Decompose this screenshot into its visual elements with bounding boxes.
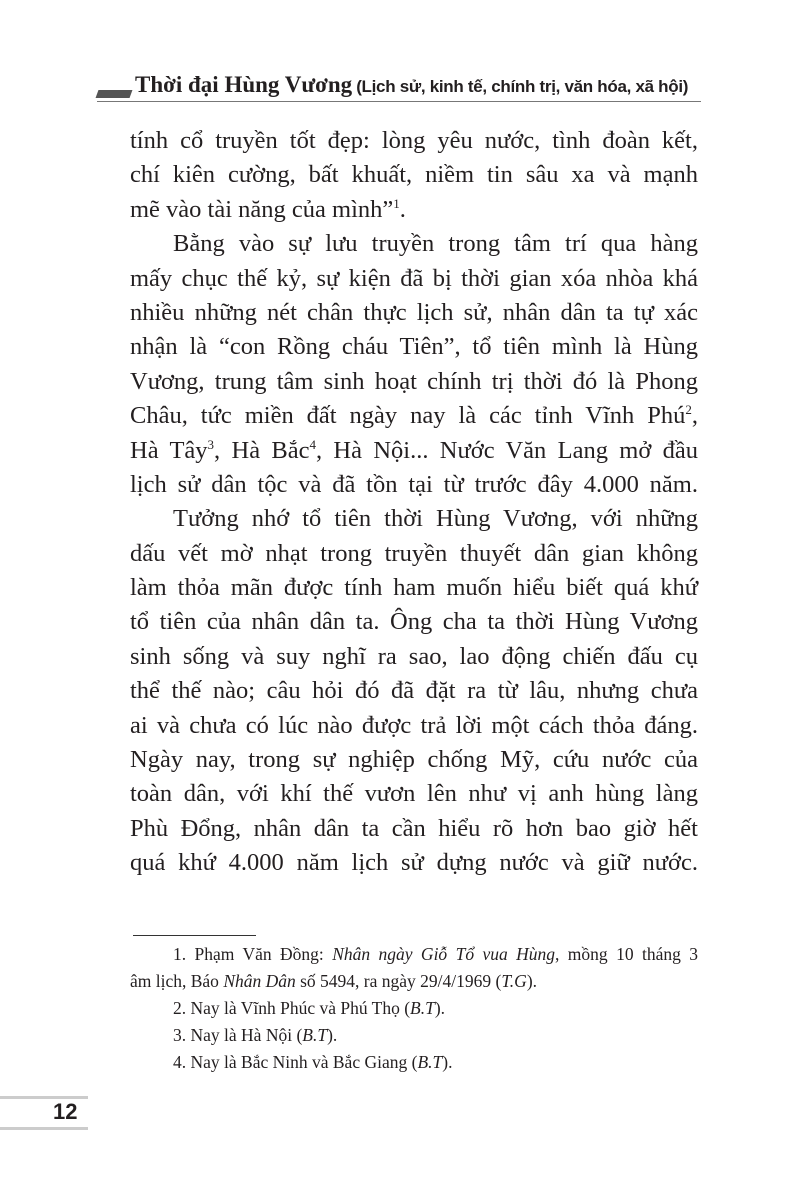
text-segment: dấu vết mờ nhạt trong truyền thuyết dân gian không xyxy=(130,539,698,567)
text-segment: âm lịch, Báo xyxy=(130,971,224,991)
text-line xyxy=(130,399,698,433)
text-segment: tổ tiên của nhân dân ta. Ông cha ta thời Hùng Vương xyxy=(130,608,698,636)
text-segment: thể thế nào; câu hỏi đó đã đặt ra từ lâu, nhưng chưa xyxy=(130,677,698,705)
text-segment: , mồng 10 tháng 3 xyxy=(555,944,699,964)
text-segment: làm thỏa mãn được tính ham muốn hiểu biết quá khứ xyxy=(130,574,698,602)
footnote-line xyxy=(130,1049,698,1076)
text-segment: nhiều những nét chân thực lịch sử, nhân dân ta tự xác xyxy=(130,298,698,326)
header-title xyxy=(135,72,688,98)
text-line xyxy=(130,193,698,227)
text-segment: Châu, tức miền đất ngày nay là các tỉnh Vĩnh Phú xyxy=(130,402,686,430)
text-segment: lịch sử dân tộc và đã tồn tại từ trước đây 4.000 năm. xyxy=(130,470,698,498)
text-line xyxy=(130,709,698,743)
text-line xyxy=(130,296,698,330)
text-segment: ). xyxy=(526,971,538,991)
text-segment: , Hà Nội... Nước Văn Lang mở đầu xyxy=(315,436,698,464)
text-segment: , xyxy=(691,402,698,430)
footnote-separator xyxy=(133,935,256,936)
text-segment: số 5494, ra ngày 29/4/1969 ( xyxy=(295,971,502,991)
text-line xyxy=(130,227,698,261)
text-segment: ai và chưa có lúc nào được trả lời một cách thỏa đáng. xyxy=(130,711,698,739)
text-line xyxy=(130,330,698,364)
text-segment: toàn dân, với khí thế vươn lên như vị anh hùng làng xyxy=(130,780,698,808)
footnote-line xyxy=(130,995,698,1022)
text-line xyxy=(130,812,698,846)
text-segment: nhận là “con Rồng cháu Tiên”, tổ tiên mình là Hùng xyxy=(130,333,698,361)
text-line xyxy=(130,124,698,158)
text-line xyxy=(130,468,698,502)
text-segment: ). xyxy=(434,998,446,1018)
text-line xyxy=(130,743,698,777)
header-bar-decoration xyxy=(96,90,133,98)
footnote-reference: 4 xyxy=(309,436,316,452)
text-segment: Hà Tây xyxy=(130,436,208,464)
text-segment: tính cổ truyền tốt đẹp: lòng yêu nước, tình đoàn kết, xyxy=(130,127,698,154)
italic-segment: B.T xyxy=(417,1052,443,1072)
text-segment: ). xyxy=(442,1052,453,1072)
text-line xyxy=(130,158,698,192)
text-segment: chí kiên cường, bất khuất, niềm tin sâu xa và mạnh xyxy=(130,161,698,189)
text-segment: 3. Nay là Hà Nội ( xyxy=(173,1025,303,1045)
text-segment: mẽ vào tài năng của mình” xyxy=(130,195,394,223)
footnote-line xyxy=(130,968,698,995)
text-line xyxy=(130,571,698,605)
footnote-reference: 3 xyxy=(207,436,215,452)
body-text xyxy=(130,124,698,881)
text-segment: Phù Đổng, nhân dân ta cần hiểu rõ hơn bao giờ hết xyxy=(130,814,698,842)
italic-segment: B.T xyxy=(410,998,435,1018)
footnotes xyxy=(130,941,698,1076)
footnote-reference: 1 xyxy=(393,195,400,211)
text-line xyxy=(130,365,698,399)
text-segment: 4. Nay là Bắc Ninh và Bắc Giang ( xyxy=(173,1052,418,1072)
text-line xyxy=(130,846,698,880)
text-line xyxy=(130,262,698,296)
page-number: 12 xyxy=(53,1099,78,1124)
text-segment: sinh sống và suy nghĩ ra sao, lao động chiến đấu cụ xyxy=(130,642,698,670)
text-segment: Ngày nay, trong sự nghiệp chống Mỹ, cứu nước của xyxy=(130,746,698,774)
footnote-line xyxy=(130,941,698,968)
italic-segment: Nhân ngày Giỗ Tổ vua Hùng xyxy=(332,944,556,964)
text-line xyxy=(130,605,698,639)
italic-segment: B.T xyxy=(302,1025,328,1045)
text-segment: 2. Nay là Vĩnh Phúc và Phú Thọ ( xyxy=(173,998,411,1018)
text-segment: . xyxy=(399,195,406,223)
text-line xyxy=(130,777,698,811)
text-segment: ). xyxy=(327,1025,338,1045)
italic-segment: T.G xyxy=(501,971,527,991)
text-segment: Tưởng nhớ tổ tiên thời Hùng Vương, với những xyxy=(173,505,698,533)
text-segment: 1. Phạm Văn Đồng: xyxy=(173,944,333,964)
page-number-rule-bottom xyxy=(0,1127,88,1130)
text-segment: quá khứ 4.000 năm lịch sử dựng nước và giữ nước. xyxy=(130,849,698,877)
text-segment: Bằng vào sự lưu truyền trong tâm trí qua hàng xyxy=(173,230,698,258)
book-subtitle: (Lịch sử, kinh tế, chính trị, văn hóa, xã hội) xyxy=(356,77,689,96)
footnote-reference: 2 xyxy=(685,402,692,418)
text-line xyxy=(130,640,698,674)
footnote-line xyxy=(130,1022,698,1049)
text-line xyxy=(130,674,698,708)
text-line xyxy=(130,502,698,536)
text-segment: , Hà Bắc xyxy=(214,436,310,464)
italic-segment: Nhân Dân xyxy=(223,971,296,991)
header-rule xyxy=(97,101,701,102)
text-line xyxy=(130,434,698,468)
text-line xyxy=(130,537,698,571)
text-segment: mấy chục thế kỷ, sự kiện đã bị thời gian xóa nhòa khá xyxy=(130,264,698,292)
book-title: Thời đại Hùng Vương xyxy=(135,72,353,97)
text-segment: Vương, trung tâm sinh hoạt chính trị thời đó là Phong xyxy=(130,367,698,395)
